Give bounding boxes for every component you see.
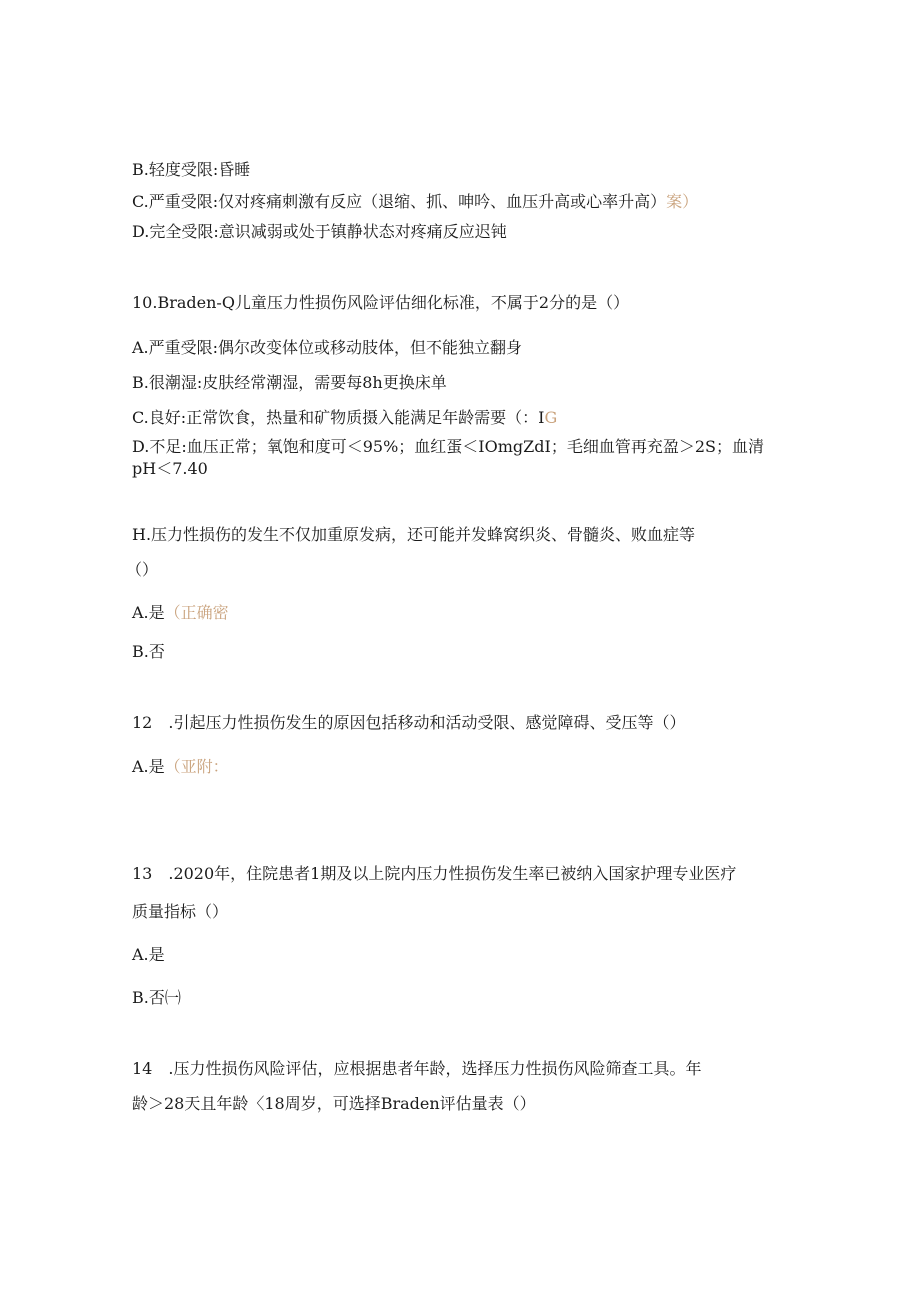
q10-option-d-text: D.不足:血压正常；氧饱和度可＜95%；血红蛋＜IOmgZdI；毛细血管再充盈＞2S；血清pH＜7.40 bbox=[132, 437, 764, 478]
q10-answer-mark: G bbox=[544, 408, 558, 427]
q9-option-b bbox=[132, 160, 250, 180]
q12-answer-mark: （亚附： bbox=[164, 757, 229, 776]
q11-option-b bbox=[132, 642, 165, 662]
q10-option-a-text: A.严重受限:偶尔改变体位或移动肢体，但不能独立翻身 bbox=[132, 338, 523, 357]
q11-stem bbox=[132, 525, 695, 545]
q11-paren-text: （） bbox=[126, 560, 159, 579]
q10-option-b bbox=[132, 373, 447, 393]
q10-option-b-text: B.很潮湿:皮肤经常潮湿，需要每8h更换床单 bbox=[132, 373, 447, 392]
q11-option-b-text: B.否 bbox=[132, 642, 165, 661]
q9-option-b-text: B.轻度受限:昏睡 bbox=[132, 160, 251, 179]
q9-option-d bbox=[132, 222, 507, 242]
q14-stem-line2-text: 龄＞28天且年龄〈18周岁，可选择Braden评估量表（） bbox=[132, 1094, 536, 1113]
q11-stem-text: H.压力性损伤的发生不仅加重原发病，还可能并发蜂窝织炎、骨髓炎、败血症等 bbox=[132, 525, 696, 544]
q14-stem-line1 bbox=[132, 1059, 701, 1079]
q11-answer-mark: （正确密 bbox=[164, 603, 229, 622]
q13-option-b-text: B.否㈠ bbox=[132, 988, 181, 1007]
q13-option-b bbox=[132, 988, 181, 1008]
q13-stem-line1-text: 13 .2020年，住院患者1期及以上院内压力性损伤发生率已被纳入国家护理专业医疗 bbox=[132, 864, 737, 883]
q10-stem-text: 10.Braden-Q儿童压力性损伤风险评估细化标准，不属于2分的是（） bbox=[132, 293, 630, 312]
q10-option-c-text: C.良好:正常饮食，热量和矿物质摄入能满足年龄需要（：I bbox=[132, 408, 545, 427]
q12-stem-text: 12 .引起压力性损伤发生的原因包括移动和活动受限、感觉障碍、受压等（） bbox=[132, 713, 686, 732]
q13-stem-line2-text: 质量指标（） bbox=[132, 902, 229, 921]
q10-option-d bbox=[132, 436, 784, 480]
q9-option-d-text: D.完全受限:意识减弱或处于镇静状态对疼痛反应迟钝 bbox=[132, 222, 507, 241]
q11-paren bbox=[126, 560, 158, 580]
q12-option-a-text: A.是 bbox=[132, 757, 165, 776]
q10-option-c bbox=[132, 408, 557, 428]
q13-option-a bbox=[132, 945, 165, 965]
q9-option-c bbox=[132, 192, 698, 212]
q13-stem-line1 bbox=[132, 864, 736, 884]
q12-stem bbox=[132, 713, 685, 733]
q14-stem-line2 bbox=[132, 1094, 536, 1114]
q13-stem-line2 bbox=[132, 902, 228, 922]
q10-stem bbox=[132, 293, 629, 313]
q12-option-a bbox=[132, 757, 229, 777]
q11-option-a bbox=[132, 603, 229, 623]
q14-stem-line1-text: 14 .压力性损伤风险评估，应根据患者年龄，选择压力性损伤风险筛查工具。年 bbox=[132, 1059, 702, 1078]
q11-option-a-text: A.是 bbox=[132, 603, 165, 622]
q13-option-a-text: A.是 bbox=[132, 945, 165, 964]
q9-answer-mark: 案） bbox=[666, 192, 699, 211]
q10-option-a bbox=[132, 338, 522, 358]
q9-option-c-text: C.严重受限:仅对疼痛刺激有反应（退缩、抓、呻吟、血压升高或心率升高） bbox=[132, 192, 667, 211]
